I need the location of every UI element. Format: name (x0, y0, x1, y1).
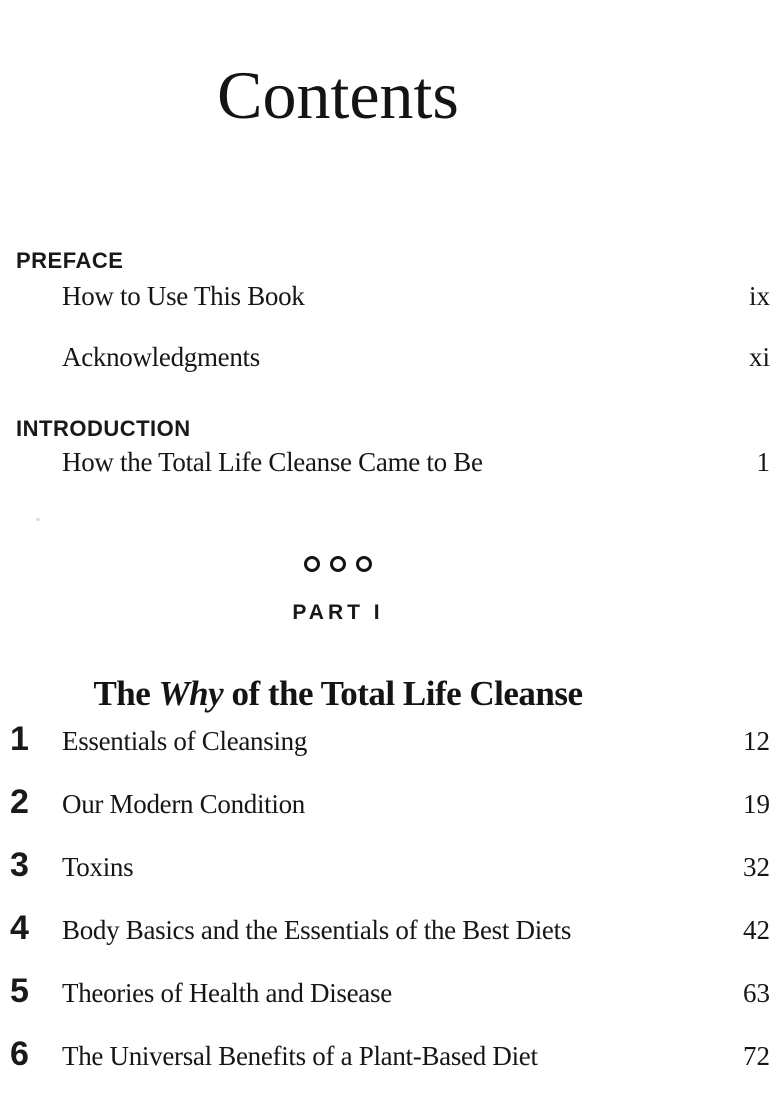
chapter-number: 3 (10, 846, 29, 884)
chapter-page-number: 19 (743, 789, 770, 819)
preface-heading: PREFACE (16, 248, 124, 273)
chapter-number: 6 (10, 1035, 29, 1073)
chapter-title: Essentials of Cleansing (62, 726, 308, 756)
page-title: Contents (217, 56, 459, 133)
part-label: PART I (292, 601, 384, 624)
scan-speck (36, 518, 40, 521)
introduction-heading: INTRODUCTION (16, 416, 191, 441)
chapter-title: Toxins (62, 852, 134, 882)
toc-entry-acknowledgments (62, 344, 770, 371)
entry-page-number: xi (748, 342, 770, 372)
part-title-prefix: The (93, 674, 159, 714)
chapter-title: Theories of Health and Disease (62, 978, 392, 1008)
chapter-number: 4 (10, 909, 29, 947)
circle-ornament-icon (304, 556, 320, 572)
chapter-page-number: 32 (743, 852, 770, 882)
toc-entry-introduction (62, 449, 770, 476)
part-title-emphasis: Why (158, 674, 224, 714)
chapter-row (10, 785, 770, 819)
chapter-title: The Universal Benefits of a Plant-Based Diet (62, 1041, 538, 1071)
section-divider (0, 555, 676, 573)
circle-ornament-icon (330, 556, 346, 572)
chapter-row (10, 1037, 770, 1071)
toc-entry-how-to-use (62, 283, 770, 310)
chapter-page-number: 72 (743, 1041, 770, 1071)
chapter-page-number: 12 (743, 726, 770, 756)
chapter-number: 1 (10, 720, 29, 758)
entry-page-number: ix (748, 281, 770, 311)
chapter-number: 5 (10, 972, 29, 1010)
chapter-page-number: 63 (743, 978, 770, 1008)
entry-page-number: 1 (756, 447, 770, 477)
chapter-row (10, 848, 770, 882)
chapter-row (10, 722, 770, 756)
chapter-number: 2 (10, 783, 29, 821)
circle-ornament-icon (356, 556, 372, 572)
entry-title: How to Use This Book (62, 281, 305, 311)
part-title-suffix: of the Total Life Cleanse (223, 674, 583, 714)
chapter-title: Body Basics and the Essentials of the Best Diets (62, 915, 572, 945)
entry-title: How the Total Life Cleanse Came to Be (62, 447, 483, 477)
chapter-page-number: 42 (743, 915, 770, 945)
chapter-row (10, 974, 770, 1008)
entry-title: Acknowledgments (62, 342, 260, 372)
chapter-row (10, 911, 770, 945)
part-title (0, 674, 676, 714)
chapter-title: Our Modern Condition (62, 789, 305, 819)
